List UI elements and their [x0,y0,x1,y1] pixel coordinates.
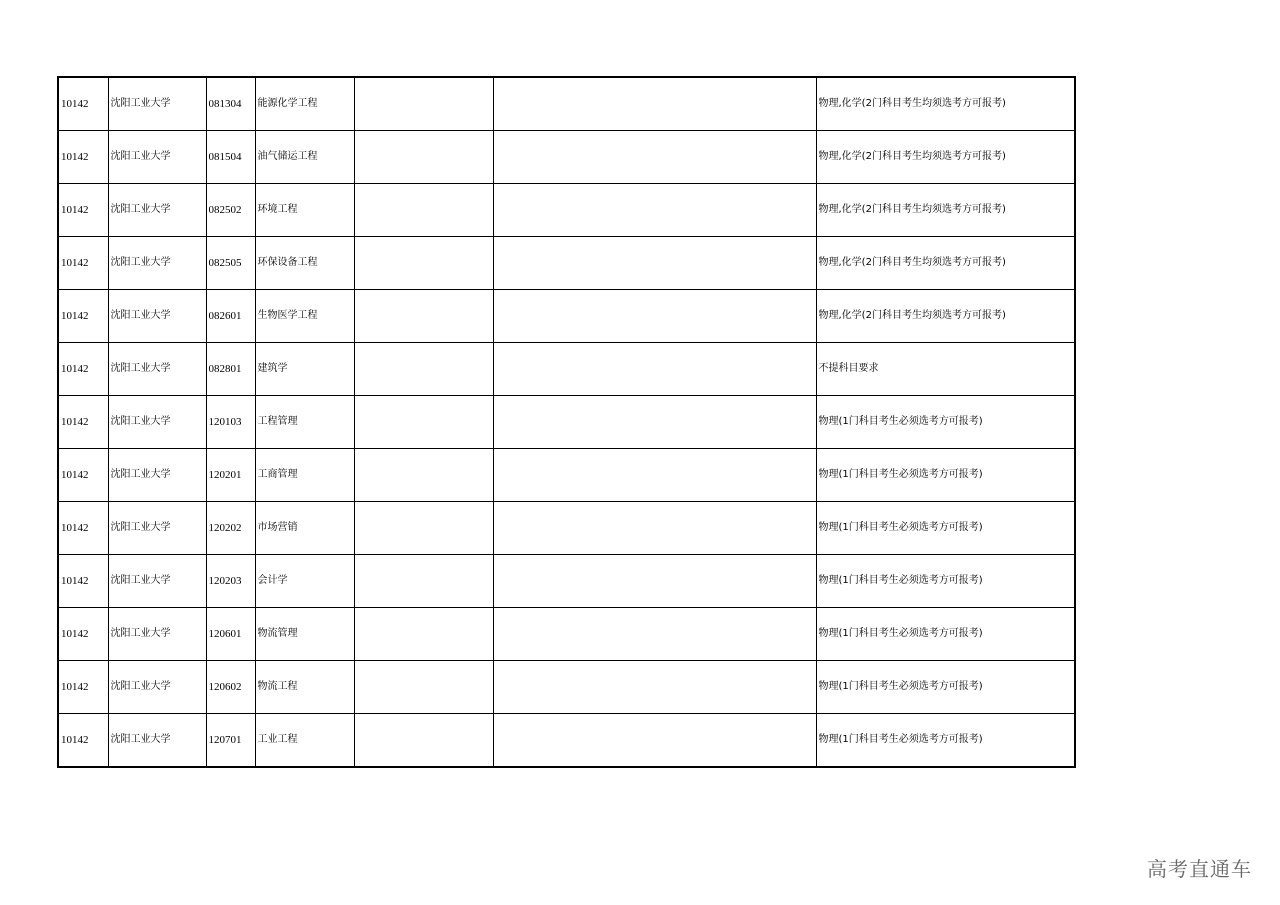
empty-cell [493,714,816,768]
school-code-cell: 10142 [58,608,108,661]
table-row [58,396,1075,449]
subject-requirement-cell: 物理(1门科目考生必须选考方可报考) [816,661,1075,714]
school-name-cell: 沈阳工业大学 [108,184,206,237]
major-name-cell: 油气储运工程 [255,131,354,184]
subject-requirement-cell: 物理,化学(2门科目考生均须选考方可报考) [816,77,1075,131]
major-code-cell: 120201 [206,449,255,502]
empty-cell [493,77,816,131]
empty-cell [493,343,816,396]
school-code-cell: 10142 [58,237,108,290]
empty-cell [354,396,493,449]
major-code-cell: 120601 [206,608,255,661]
subject-requirement-cell: 物理(1门科目考生必须选考方可报考) [816,396,1075,449]
table-row [58,714,1075,768]
major-name-cell: 物流管理 [255,608,354,661]
major-code-cell: 081504 [206,131,255,184]
school-code-cell: 10142 [58,131,108,184]
empty-cell [354,608,493,661]
empty-cell [354,343,493,396]
school-name-cell: 沈阳工业大学 [108,449,206,502]
empty-cell [493,661,816,714]
major-code-cell: 120202 [206,502,255,555]
table-row [58,77,1075,131]
major-name-cell: 会计学 [255,555,354,608]
school-name-cell: 沈阳工业大学 [108,396,206,449]
subject-requirement-cell: 物理,化学(2门科目考生均须选考方可报考) [816,237,1075,290]
empty-cell [493,184,816,237]
subject-requirement-cell: 物理(1门科目考生必须选考方可报考) [816,608,1075,661]
empty-cell [493,131,816,184]
table-row [58,131,1075,184]
school-code-cell: 10142 [58,77,108,131]
major-name-cell: 市场营销 [255,502,354,555]
subject-requirement-cell: 物理,化学(2门科目考生均须选考方可报考) [816,290,1075,343]
empty-cell [354,661,493,714]
major-code-cell: 120103 [206,396,255,449]
subject-requirements-table [57,76,1076,768]
empty-cell [354,184,493,237]
subject-requirement-cell: 物理(1门科目考生必须选考方可报考) [816,502,1075,555]
empty-cell [493,237,816,290]
school-name-cell: 沈阳工业大学 [108,555,206,608]
table-row [58,343,1075,396]
major-code-cell: 120602 [206,661,255,714]
school-code-cell: 10142 [58,502,108,555]
empty-cell [493,608,816,661]
subject-requirement-cell: 物理,化学(2门科目考生均须选考方可报考) [816,131,1075,184]
table-row [58,237,1075,290]
school-name-cell: 沈阳工业大学 [108,502,206,555]
major-name-cell: 环境工程 [255,184,354,237]
subject-requirement-cell: 物理(1门科目考生必须选考方可报考) [816,449,1075,502]
empty-cell [354,77,493,131]
empty-cell [354,502,493,555]
table-body [58,77,1075,767]
school-name-cell: 沈阳工业大学 [108,290,206,343]
school-name-cell: 沈阳工业大学 [108,608,206,661]
empty-cell [354,449,493,502]
empty-cell [493,396,816,449]
empty-cell [354,237,493,290]
school-code-cell: 10142 [58,449,108,502]
school-code-cell: 10142 [58,184,108,237]
major-name-cell: 环保设备工程 [255,237,354,290]
table-row [58,502,1075,555]
major-code-cell: 082801 [206,343,255,396]
major-name-cell: 物流工程 [255,661,354,714]
empty-cell [493,290,816,343]
table-row [58,555,1075,608]
major-code-cell: 082502 [206,184,255,237]
empty-cell [493,502,816,555]
major-name-cell: 能源化学工程 [255,77,354,131]
school-name-cell: 沈阳工业大学 [108,661,206,714]
table-row [58,184,1075,237]
empty-cell [354,714,493,768]
watermark-text: 高考直通车 [1147,857,1252,881]
major-code-cell: 081304 [206,77,255,131]
empty-cell [493,449,816,502]
school-code-cell: 10142 [58,290,108,343]
school-code-cell: 10142 [58,396,108,449]
major-code-cell: 082505 [206,237,255,290]
major-code-cell: 120701 [206,714,255,768]
major-name-cell: 建筑学 [255,343,354,396]
school-name-cell: 沈阳工业大学 [108,714,206,768]
school-name-cell: 沈阳工业大学 [108,131,206,184]
empty-cell [354,555,493,608]
major-name-cell: 工商管理 [255,449,354,502]
school-code-cell: 10142 [58,555,108,608]
empty-cell [354,290,493,343]
school-code-cell: 10142 [58,343,108,396]
subject-requirement-cell: 物理,化学(2门科目考生均须选考方可报考) [816,184,1075,237]
school-name-cell: 沈阳工业大学 [108,343,206,396]
school-name-cell: 沈阳工业大学 [108,237,206,290]
major-code-cell: 120203 [206,555,255,608]
school-code-cell: 10142 [58,661,108,714]
major-code-cell: 082601 [206,290,255,343]
table-row [58,290,1075,343]
subject-requirement-cell: 物理(1门科目考生必须选考方可报考) [816,714,1075,768]
empty-cell [493,555,816,608]
major-name-cell: 工业工程 [255,714,354,768]
empty-cell [354,131,493,184]
table-row [58,661,1075,714]
major-name-cell: 工程管理 [255,396,354,449]
major-name-cell: 生物医学工程 [255,290,354,343]
subject-requirement-cell: 物理(1门科目考生必须选考方可报考) [816,555,1075,608]
school-code-cell: 10142 [58,714,108,768]
school-name-cell: 沈阳工业大学 [108,77,206,131]
table-row [58,608,1075,661]
subject-requirement-cell: 不提科目要求 [816,343,1075,396]
table-row [58,449,1075,502]
